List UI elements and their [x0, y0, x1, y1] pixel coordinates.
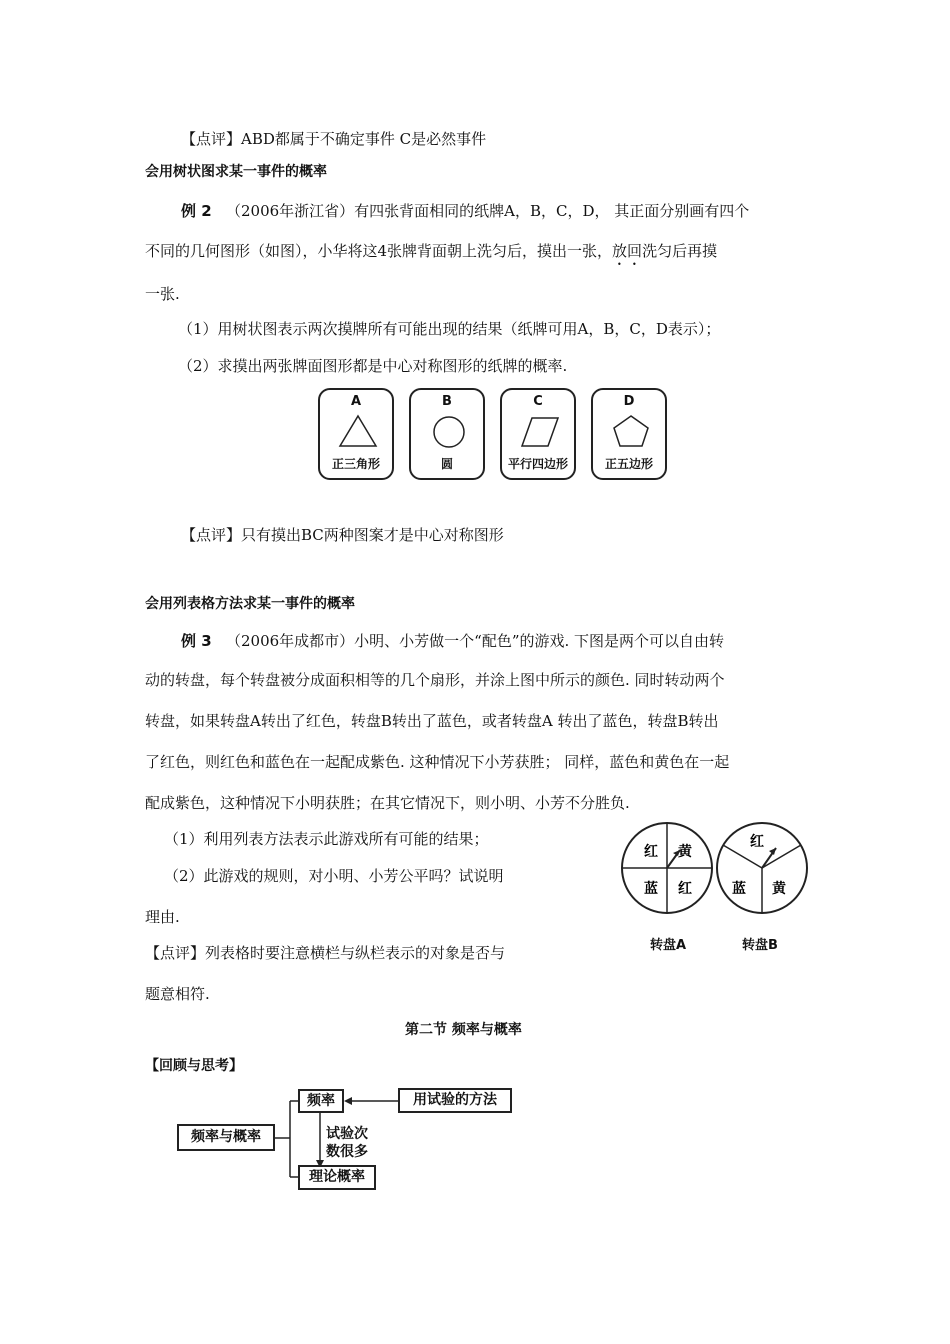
- card-b: [409, 388, 485, 480]
- example-3-text-1: （2006年成都市）小明、小芳做一个“配色”的游戏. 下图是两个可以自由转: [225, 632, 725, 650]
- example-3-label: 例 3: [181, 632, 212, 650]
- card-letter: B: [442, 394, 452, 409]
- example-3-question-1: （1）利用列表方法表示此游戏所有可能的结果；: [164, 830, 489, 848]
- heading-table-method: 会用列表格方法求某一事件的概率: [145, 596, 355, 612]
- spinner-a-label: 转盘A: [650, 938, 687, 953]
- example-2-text-1: （2006年浙江省）有四张背面相同的纸牌A，B，C，D， 其正面分别画有四个: [225, 202, 750, 220]
- card-caption: 正三角形: [331, 457, 380, 471]
- flow-box-main: 频率与概率: [177, 1124, 275, 1151]
- spinner-a-sector-yellow: 黄: [678, 844, 692, 860]
- card-caption: 正五边形: [604, 457, 653, 471]
- card-letter: C: [533, 394, 543, 409]
- spinner-b-sector-yellow: 黄: [772, 881, 786, 897]
- example-2-question-1: （1）用树状图表示两次摸牌所有可能出现的结果（纸牌可用A，B，C，D表示）；: [178, 320, 721, 338]
- spinner-b-sector-red: 红: [750, 834, 764, 850]
- flow-box-frequency: 频率: [298, 1089, 344, 1113]
- heading-tree-diagram: 会用树状图求某一事件的概率: [145, 164, 327, 180]
- example-3-line-5: 配成紫色，这种情况下小明获胜；在其它情况下，则小明、小芳不分胜负.: [145, 794, 630, 812]
- example-3-comment-1: 【点评】列表格时要注意横栏与纵栏表示的对象是否与: [145, 944, 506, 962]
- spinner-a: [620, 818, 720, 918]
- card-letter: D: [623, 394, 635, 409]
- example-3-question-2: （2）此游戏的规则，对小明、小芳公平吗？试说明: [164, 867, 504, 885]
- example-2-line-2: [145, 240, 717, 269]
- example-2-line-1: [181, 200, 749, 221]
- example-3-comment-2: 题意相符.: [145, 985, 210, 1003]
- emphasized-text: 放回: [612, 242, 643, 260]
- example-2-question-2: （2）求摸出两张牌面图形都是中心对称图形的纸牌的概率.: [178, 357, 568, 375]
- comment-2: 【点评】只有摸出BC两种图案才是中心对称图形: [181, 526, 504, 544]
- spinner-a-sector-red-2: 红: [678, 881, 692, 897]
- example-2-text-2b: 洗匀后再摸: [642, 242, 718, 260]
- review-heading: 【回顾与思考】: [145, 1058, 243, 1074]
- comment-1: 【点评】ABD都属于不确定事件 C是必然事件: [181, 130, 487, 148]
- example-3-line-3: 转盘，如果转盘A转出了红色，转盘B转出了蓝色，或者转盘A 转出了蓝色，转盘B转出: [145, 712, 719, 730]
- card-caption: 圆: [440, 457, 453, 471]
- card-c: [500, 388, 576, 480]
- spinner-b-sector-blue: 蓝: [732, 881, 746, 897]
- pentagon-icon: [611, 414, 651, 448]
- card-d: [591, 388, 667, 480]
- spinner-b: [712, 818, 812, 918]
- example-3-question-2-cont: 理由.: [145, 908, 180, 926]
- example-2-text-2a: 不同的几何图形（如图），小华将这4张牌背面朝上洗匀后，摸出一张，: [145, 242, 613, 260]
- flow-box-theoretical-probability: 理论概率: [298, 1165, 376, 1190]
- flow-arrow-label-1: 试验次: [326, 1126, 368, 1142]
- circle-icon: [429, 414, 469, 448]
- example-2-line-3: 一张.: [145, 285, 180, 303]
- card-letter: A: [350, 394, 362, 409]
- flow-arrow-label-2: 数很多: [326, 1144, 368, 1160]
- parallelogram-icon: [520, 414, 560, 448]
- spinner-a-sector-blue: 蓝: [644, 881, 658, 897]
- example-3-line-2: 动的转盘，每个转盘被分成面积相等的几个扇形，并涂上图中所示的颜色. 同时转动两个: [145, 671, 725, 689]
- spinner-b-label: 转盘B: [742, 938, 778, 953]
- triangle-icon: [338, 414, 378, 448]
- spinner-a-sector-red-1: 红: [644, 844, 658, 860]
- flow-box-experiment-method: 用试验的方法: [398, 1088, 512, 1113]
- example-3-line-1: [181, 630, 724, 651]
- section-title: 第二节 频率与概率: [405, 1022, 522, 1038]
- example-2-label: 例 2: [181, 202, 212, 220]
- card-a: [318, 388, 394, 480]
- example-3-line-4: 了红色，则红色和蓝色在一起配成紫色. 这种情况下小芳获胜； 同样，蓝色和黄色在一起: [145, 753, 730, 771]
- card-caption: 平行四边形: [507, 457, 568, 471]
